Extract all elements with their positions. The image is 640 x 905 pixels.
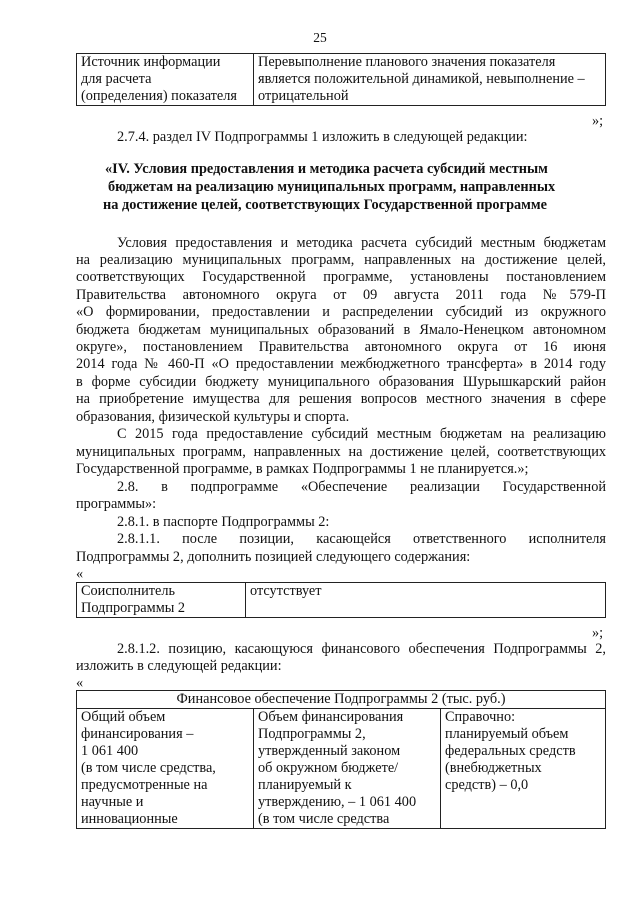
paragraph-line: Правительства автономного округа от 09 августа 2011 года №579-П xyxy=(76,287,606,303)
section-heading-line: на достижение целей, соответствующих Государственной программе xyxy=(103,197,547,213)
cell-line: является положительной динамикой, невыполнение – xyxy=(258,71,585,87)
finance-total-cell xyxy=(77,709,254,829)
cell-line: Подпрограммы 2, xyxy=(258,726,366,742)
cell-line: Общий объем xyxy=(81,709,166,725)
cell-line: (в том числе средства xyxy=(258,811,390,827)
cell-line: инновационные xyxy=(81,811,178,827)
paragraph-line: Условия предоставления и методика расчета субсидий местным бюджетам xyxy=(117,235,606,251)
item-2-8-line: программы»: xyxy=(76,496,157,512)
item-2-8-1: 2.8.1. в паспорте Подпрограммы 2: xyxy=(117,514,330,530)
item-2-7-4: 2.7.4. раздел IV Подпрограммы 1 изложить в следующей редакции: xyxy=(117,129,528,145)
paragraph-line: на реализацию муниципальных программ, направленных на достижение целей, xyxy=(76,252,606,268)
coexecutor-table xyxy=(76,582,606,618)
cell-line: утвержденный законом xyxy=(258,743,401,759)
cell-line: Справочно: xyxy=(445,709,516,725)
paragraph-line: соответствующих Государственной программе, установлены постановлением xyxy=(76,269,606,285)
cell-line: (в том числе средства, xyxy=(81,760,216,776)
cell-line: об окружном бюджете/ xyxy=(258,760,399,776)
paragraph-line: муниципальных программ, направленных на достижение целей, соответствующих xyxy=(76,444,606,460)
cell-line: Перевыполнение планового значения показателя xyxy=(258,54,556,70)
item-2-8-1-2-line: 2.8.1.2. позицию, касающуюся финансового обеспечения Подпрограммы 2, xyxy=(117,641,606,657)
coexecutor-label-cell xyxy=(77,583,246,618)
indicator-source-label-cell xyxy=(77,54,254,106)
cell-line: финансирования – xyxy=(81,726,194,742)
paragraph-line: на приобретение имущества для решения вопросов местного значения в сфере xyxy=(76,391,606,407)
paragraph-line: образования, физической культуры и спорта. xyxy=(76,409,350,425)
item-2-8-1-2-line: изложить в следующей редакции: xyxy=(76,658,282,674)
cell-line: Соисполнитель xyxy=(81,583,175,599)
cell-line: Объем финансирования xyxy=(258,709,404,725)
paragraph-line: «О формировании, предоставлении и распределении субсидий из окружного xyxy=(76,304,606,320)
closing-quote: »; xyxy=(592,113,604,129)
indicator-source-value-cell xyxy=(254,54,606,106)
section-heading-line: «IV. Условия предоставления и методика расчета субсидий местным xyxy=(105,161,548,177)
item-2-8-1-1-line: Подпрограммы 2, дополнить позицией следующего содержания: xyxy=(76,549,471,565)
cell-line: отсутствует xyxy=(250,583,322,599)
cell-line: утверждению, – 1 061 400 xyxy=(258,794,417,810)
cell-line: федеральных средств xyxy=(445,743,576,759)
opening-quote: « xyxy=(76,566,84,582)
item-2-8-line: 2.8. в подпрограмме «Обеспечение реализации Государственной xyxy=(117,479,606,495)
paragraph-line: С 2015 года предоставление субсидий местным бюджетам на реализацию xyxy=(117,426,606,442)
cell-line: научные и xyxy=(81,794,144,810)
paragraph-line: бюджета бюджетам муниципальных образований в Ямало-Ненецком автономном xyxy=(76,322,606,338)
cell-line: Источник информации xyxy=(81,54,221,70)
paragraph-line: округе», постановлением Правительства автономного округа от 16 июня xyxy=(76,339,606,355)
finance-table-header: Финансовое обеспечение Подпрограммы 2 (тыс. руб.) xyxy=(77,691,606,709)
cell-line: предусмотренные на xyxy=(81,777,208,793)
cell-line: 1 061 400 xyxy=(81,743,139,759)
finance-table xyxy=(76,690,606,829)
opening-quote: « xyxy=(76,675,84,691)
cell-line: планируемый объем xyxy=(445,726,569,742)
section-heading-line: бюджетам на реализацию муниципальных программ, направленных xyxy=(108,179,556,195)
cell-line: отрицательной xyxy=(258,88,349,104)
cell-line: Подпрограммы 2 xyxy=(81,600,186,616)
item-2-8-1-1-line: 2.8.1.1. после позиции, касающейся ответственного исполнителя xyxy=(117,531,606,547)
coexecutor-value-cell xyxy=(246,583,606,618)
paragraph-line: в форме субсидии бюджету муниципального образования Шурышкарский район xyxy=(76,374,606,390)
cell-line: средств) – 0,0 xyxy=(445,777,529,793)
paragraph-line: Государственной программе, в рамках Подпрограммы 1 не планируется.»; xyxy=(76,461,529,477)
cell-line: планируемый к xyxy=(258,777,352,793)
cell-line: (определения) показателя xyxy=(81,88,237,104)
finance-approved-cell xyxy=(254,709,441,829)
indicator-source-table xyxy=(76,53,606,106)
page-number: 25 xyxy=(313,30,327,45)
cell-line: для расчета xyxy=(81,71,152,87)
paragraph-line: 2014 года № 460-П «О предоставлении межбюджетного трансферта» в 2014 году xyxy=(76,356,606,372)
closing-quote: »; xyxy=(592,625,604,641)
cell-line: (внебюджетных xyxy=(445,760,542,776)
finance-reference-cell xyxy=(441,709,606,829)
